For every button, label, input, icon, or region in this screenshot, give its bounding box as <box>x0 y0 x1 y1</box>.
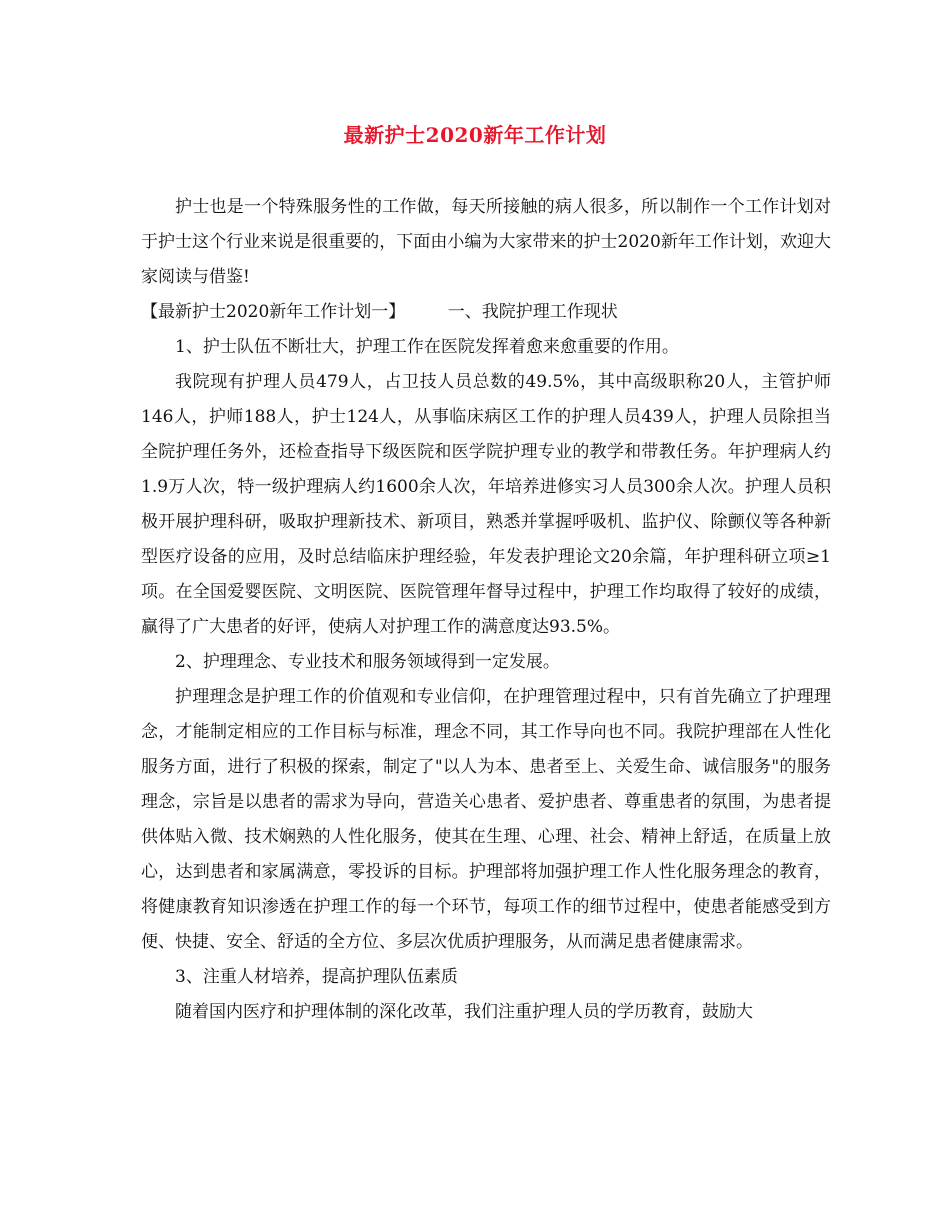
paragraph-3: 2、护理理念、专业技术和服务领域得到一定发展。 <box>175 652 560 672</box>
paragraph-1: 1、护士队伍不断壮大，护理工作在医院发挥着愈来愈重要的作用。 <box>175 337 679 357</box>
paragraph-5: 3、注重人材培养，提高护理队伍素质 <box>175 967 458 987</box>
section-heading: 【最新护士2020新年工作计划一】 一、我院护理工作现状 <box>141 302 618 322</box>
document-body <box>141 190 831 1030</box>
document-title: 最新护士2020新年工作计划 <box>343 123 607 147</box>
paragraph-4: 护理理念是护理工作的价值观和专业信仰，在护理管理过程中，只有首先确立了护理理念，才能制定相应的工作目标与标准，理念不同，其工作导向也不同。我院护理部在人性化服务方面，进行了积极的探索，制定了"以人为本、患者至上、关爱生命、诚信服务"的服务理念，宗旨是以患者的需求为导向，营造关心患者、爱护患者、尊重患者的氛围，为患者提供体贴入微、技术娴熟的人性化服务，使其在生理、心理、社会、精神上舒适，在质量上放心，达到患者和家属满意，零投诉的目标。护理部将加强护理工作人性化服务理念的教育，将健康教育知识渗透在护理工作的每一个环节，每项工作的细节过程中，使患者能感受到方便、快捷、安全、舒适的全方位、多层次优质护理服务，从而满足患者健康需求。 <box>141 687 831 952</box>
intro-paragraph: 护士也是一个特殊服务性的工作做，每天所接触的病人很多，所以制作一个工作计划对于护士这个行业来说是很重要的，下面由小编为大家带来的护士2020新年工作计划，欢迎大家阅读与借鉴! <box>141 197 831 287</box>
paragraph-2: 我院现有护理人员479人，占卫技人员总数的49.5%，其中高级职称20人，主管护师146人，护师188人，护士124人，从事临床病区工作的护理人员439人，护理人员除担当全院护理任务外，还检查指导下级医院和医学院护理专业的教学和带教任务。年护理病人约1.9万人次，特一级护理病人约1600余人次，年培养进修实习人员300余人次。护理人员积极开展护理科研，吸取护理新技术、新项目，熟悉并掌握呼吸机、监护仪、除颤仪等各种新型医疗设备的应用，及时总结临床护理经验，年发表护理论文20余篇，年护理科研立项≥1项。在全国爱婴医院、文明医院、医院管理年督导过程中，护理工作均取得了较好的成绩，赢得了广大患者的好评，使病人对护理工作的满意度达93.5%。 <box>141 372 831 637</box>
paragraph-6: 随着国内医疗和护理体制的深化改革，我们注重护理人员的学历教育，鼓励大 <box>175 1002 753 1022</box>
